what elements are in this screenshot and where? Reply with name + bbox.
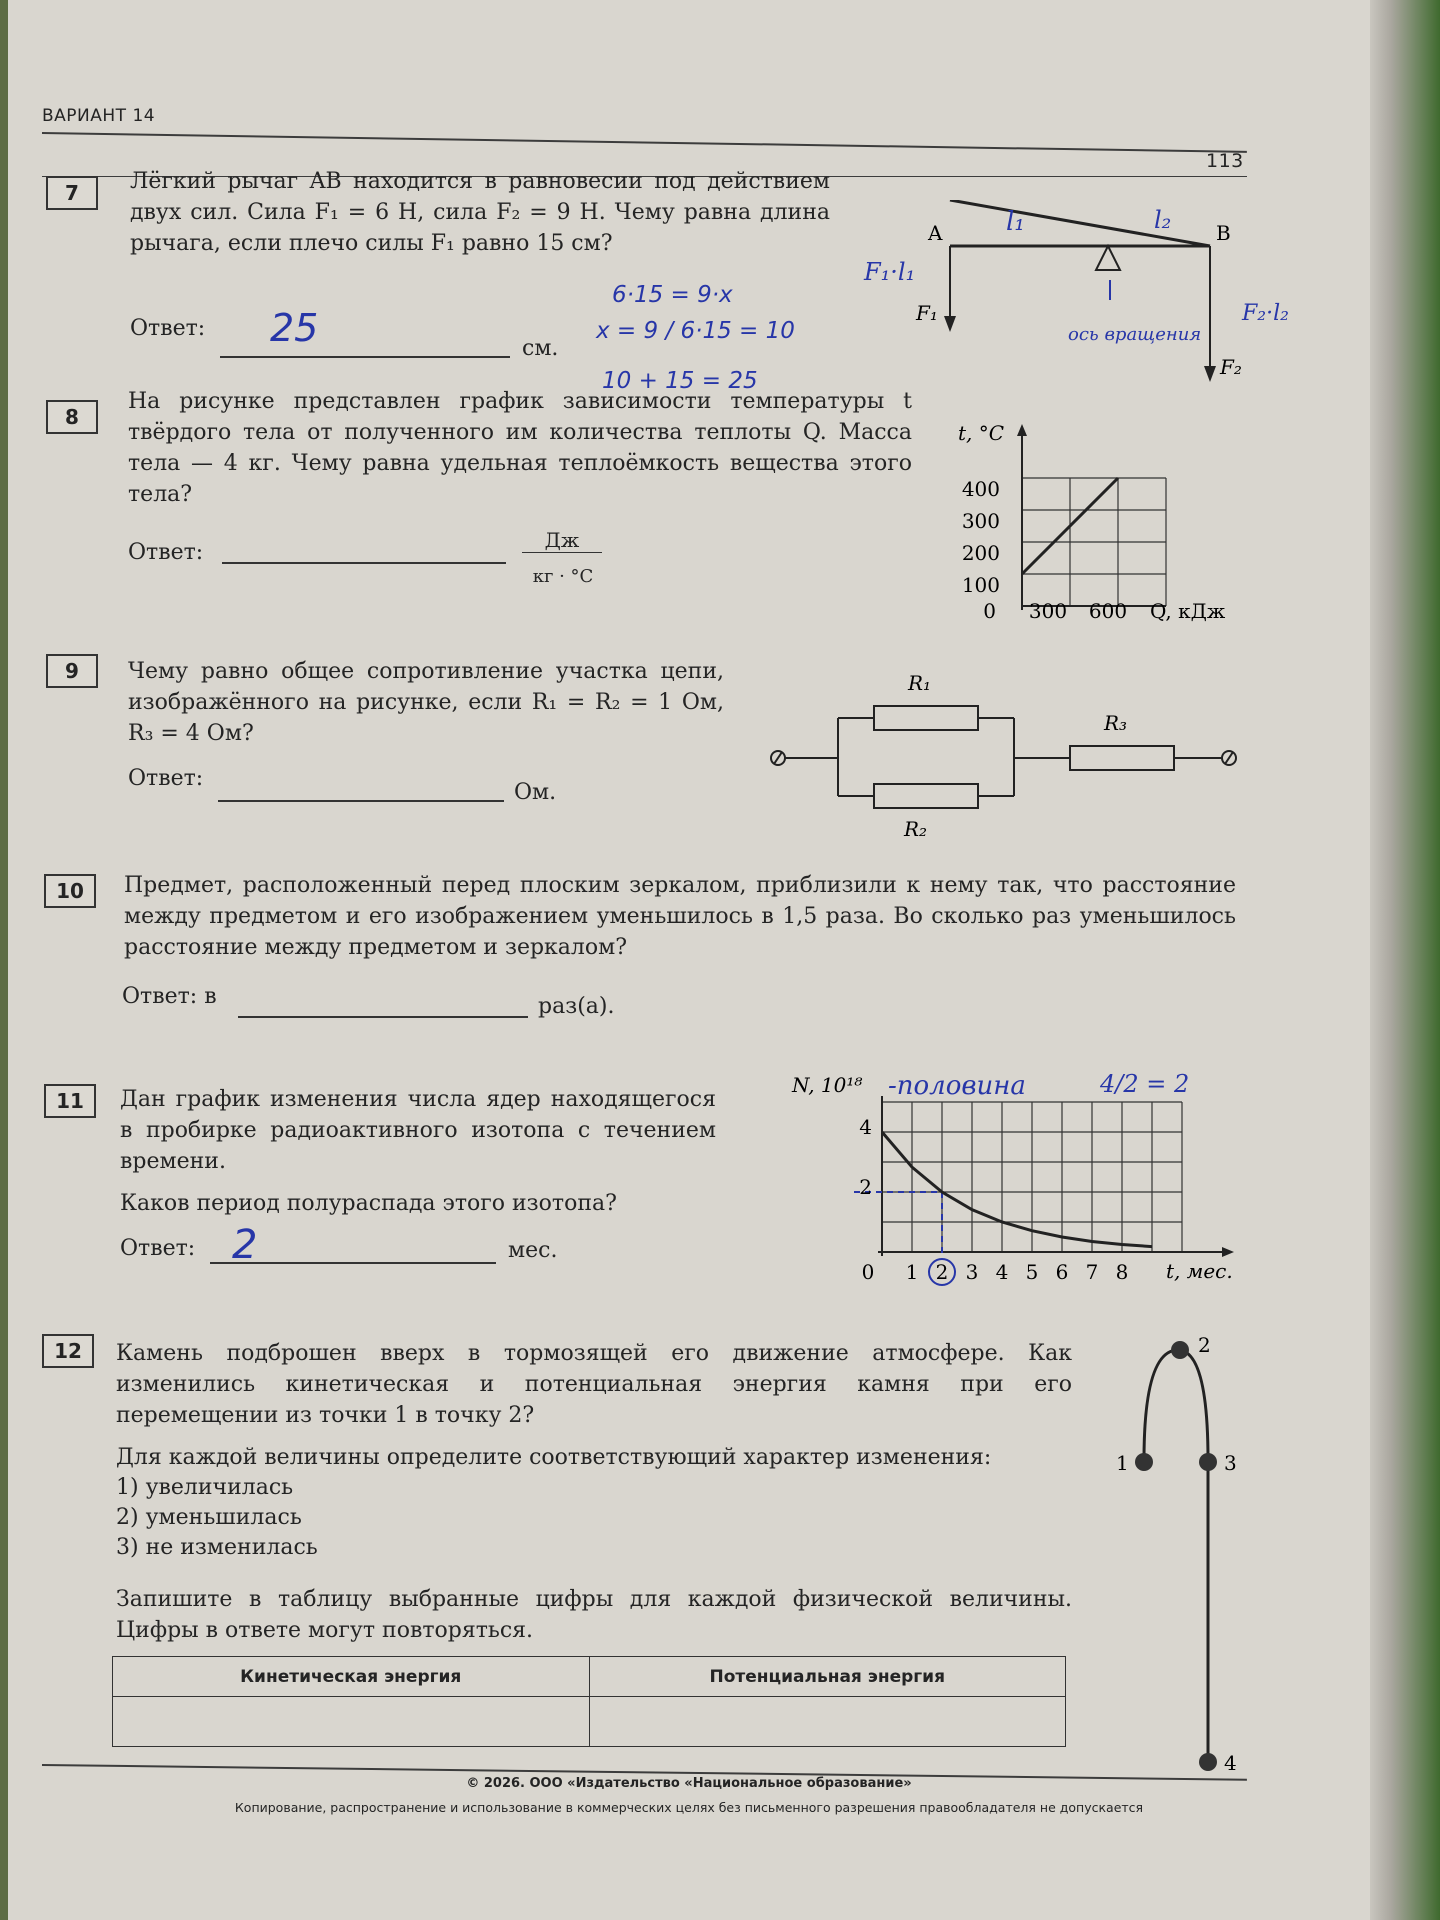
- table-header-potential: Потенциальная энергия: [589, 1657, 1066, 1697]
- circuit-figure: [760, 660, 1250, 850]
- table-header-kinetic: Кинетическая энергия: [113, 1657, 590, 1697]
- task-11-question: Каков период полураспада этого изотопа?: [120, 1191, 617, 1216]
- label-r1: R₁: [908, 671, 932, 695]
- task-9-unit: Ом.: [514, 780, 557, 805]
- heat-chart: [940, 410, 1260, 630]
- task-8-unit-den: кг · °С: [532, 566, 594, 587]
- task-7-answer-label: Ответ:: [130, 316, 206, 341]
- decay-xtick: 7: [1085, 1260, 1099, 1284]
- heat-ytick-300: 300: [961, 509, 1000, 533]
- header-rule: [42, 132, 1247, 153]
- lever-figure: [858, 200, 1338, 390]
- handwritten-axis: ось вращения: [1068, 324, 1202, 345]
- page-number: 113: [1206, 150, 1244, 172]
- label-point-2: 2: [1198, 1333, 1211, 1357]
- decay-xtick: 4: [995, 1260, 1009, 1284]
- task-7-answer-line[interactable]: [220, 356, 510, 358]
- handwritten-f1l1: F₁·l₁: [864, 258, 916, 286]
- task-7-text: Лёгкий рычаг AB находится в равновесии под действием двух сил. Сила F₁ = 6 Н, сила F₂ = 9 Н. Чему равна длина рычага, если плечо силы F₁ равно 15 см?: [130, 169, 830, 256]
- task-7-calc-3: 10 + 15 = 25: [602, 368, 758, 394]
- decay-chart-line: [882, 1132, 1152, 1247]
- task-10-text: Предмет, расположенный перед плоским зеркалом, приблизили к нему так, что расстояние между предметом и его изображением уменьшилось в 1,5 раза. Во сколько раз уменьшилось расстояние между предметом и зеркалом?: [124, 873, 1236, 960]
- task-11-text: Дан график изменения числа ядер находящегося в пробирке радиоактивного изотопа с течением времени.: [120, 1087, 716, 1174]
- decay-xtick: 1: [905, 1260, 919, 1284]
- label-point-4: 4: [1224, 1751, 1237, 1775]
- book-page: [8, 0, 1370, 1920]
- handwritten-l2: l₂: [1154, 206, 1172, 234]
- point-2: [1171, 1341, 1189, 1359]
- task-7-calc-2: x = 9 / 6·15 = 10: [596, 318, 795, 344]
- task-7-answer-value: 25: [270, 306, 319, 350]
- task-number-7: 7: [46, 176, 98, 210]
- label-f2: F₂: [1220, 355, 1242, 379]
- task-number-8: 8: [46, 400, 98, 434]
- task-10-unit: раз(а).: [538, 994, 615, 1019]
- handwritten-4over2: 4/2 = 2: [1100, 1070, 1190, 1098]
- label-point-3: 3: [1224, 1451, 1237, 1475]
- task-8-answer-label: Ответ:: [128, 540, 204, 565]
- decay-chart-ylabel: N, 10¹⁸: [792, 1073, 863, 1097]
- task-12-table-instruction: Запишите в таблицу выбранные цифры для каждой физической величины. Цифры в ответе могут повторяться.: [116, 1587, 1072, 1643]
- handwritten-half: -половина: [888, 1071, 1026, 1101]
- heat-y-arrow: [1017, 424, 1027, 436]
- task-number-12: 12: [42, 1334, 94, 1368]
- task-8-unit-num: Дж: [522, 528, 602, 553]
- decay-xtick: 0: [861, 1260, 875, 1284]
- heat-ytick-200: 200: [961, 541, 1000, 565]
- trajectory-figure: [1108, 1330, 1258, 1780]
- task-12-option-3: 3) не изменилась: [116, 1535, 318, 1560]
- task-7-calc-1: 6·15 = 9·x: [612, 282, 733, 308]
- label-r2: R₂: [904, 817, 928, 841]
- task-12-option-1: 1) увеличилась: [116, 1475, 294, 1500]
- handwritten-l1: l₁: [1006, 207, 1025, 237]
- task-11-answer-value: 2: [232, 1222, 258, 1268]
- table-cell-potential[interactable]: [589, 1697, 1066, 1747]
- label-a: A: [928, 221, 943, 245]
- task-number-10: 10: [44, 874, 96, 908]
- task-number-11: 11: [44, 1084, 96, 1118]
- label-b: B: [1216, 221, 1231, 245]
- task-7-unit: см.: [522, 336, 559, 361]
- task-9-answer-label: Ответ:: [128, 766, 204, 791]
- heat-xtick-0: 0: [983, 599, 996, 623]
- task-8-text: На рисунке представлен график зависимости температуры t твёрдого тела от полученного им количества теплоты Q. Масса тела — 4 кг. Чему равна удельная теплоёмкость вещества этого тела?: [128, 389, 912, 507]
- label-f1: F₁: [916, 301, 938, 325]
- heat-chart-xlabel: Q, кДж: [1150, 599, 1226, 623]
- point-1: [1135, 1453, 1153, 1471]
- task-8-answer-line[interactable]: [222, 562, 506, 564]
- decay-ytick-4: 4: [859, 1115, 872, 1139]
- heat-xtick-300: 300: [1028, 599, 1068, 623]
- decay-x-arrow: [1222, 1247, 1234, 1257]
- task-number-9: 9: [46, 654, 98, 688]
- task-10-answer-line[interactable]: [238, 1016, 528, 1018]
- point-4: [1199, 1753, 1217, 1771]
- task-12-text: Камень подброшен вверх в тормозящей его движение атмосфере. Как изменились кинетическая и потенциальная энергия камня при его перемещении из точки 1 в точку 2?: [116, 1341, 1072, 1428]
- task-10-answer-label: Ответ: в: [122, 984, 217, 1009]
- label-r3: R₃: [1104, 711, 1128, 735]
- page-edge: [1370, 0, 1440, 1920]
- handwritten-f2l2: F₂·l₂: [1242, 301, 1289, 326]
- point-3: [1199, 1453, 1217, 1471]
- task-9-answer-line[interactable]: [218, 800, 504, 802]
- decay-xtick: 3: [965, 1260, 979, 1284]
- footer-copyright: © 2026. ООО «Издательство «Национальное образование»: [466, 1776, 912, 1791]
- heat-ytick-100: 100: [961, 573, 1000, 597]
- decay-xtick: 6: [1055, 1260, 1069, 1284]
- footer-notice: Копирование, распространение и использование в коммерческих целях без письменного разрешения правообладателя не допускается: [234, 1800, 1144, 1815]
- task-12-option-2: 2) уменьшилась: [116, 1505, 302, 1530]
- resistor-r1: [874, 706, 978, 730]
- resistor-r3: [1070, 746, 1174, 770]
- task-9-text: Чему равно общее сопротивление участка цепи, изображённого на рисунке, если R₁ = R₂ = 1 Ом, R₃ = 4 Ом?: [128, 659, 724, 746]
- heat-xtick-600: 600: [1088, 599, 1128, 623]
- decay-xtick: 5: [1025, 1260, 1039, 1284]
- task-12-instruction: Для каждой величины определите соответствующий характер изменения:: [116, 1445, 992, 1470]
- label-point-1: 1: [1116, 1451, 1129, 1475]
- decay-xtick: 8: [1115, 1260, 1129, 1284]
- decay-chart: [778, 1064, 1258, 1294]
- decay-xtick: 2: [935, 1260, 949, 1284]
- resistor-r2: [874, 784, 978, 808]
- task-11-unit: мес.: [508, 1238, 558, 1263]
- task-12-answer-table: [112, 1656, 1066, 1747]
- heat-ytick-400: 400: [961, 477, 1000, 501]
- task-11-answer-label: Ответ:: [120, 1236, 196, 1261]
- decay-ytick-2: 2: [859, 1175, 872, 1199]
- variant-header: ВАРИАНТ 14: [42, 106, 156, 126]
- decay-chart-xlabel: t, мес.: [1166, 1259, 1233, 1283]
- table-cell-kinetic[interactable]: [113, 1697, 590, 1747]
- heat-chart-ylabel: t, °С: [958, 421, 1005, 445]
